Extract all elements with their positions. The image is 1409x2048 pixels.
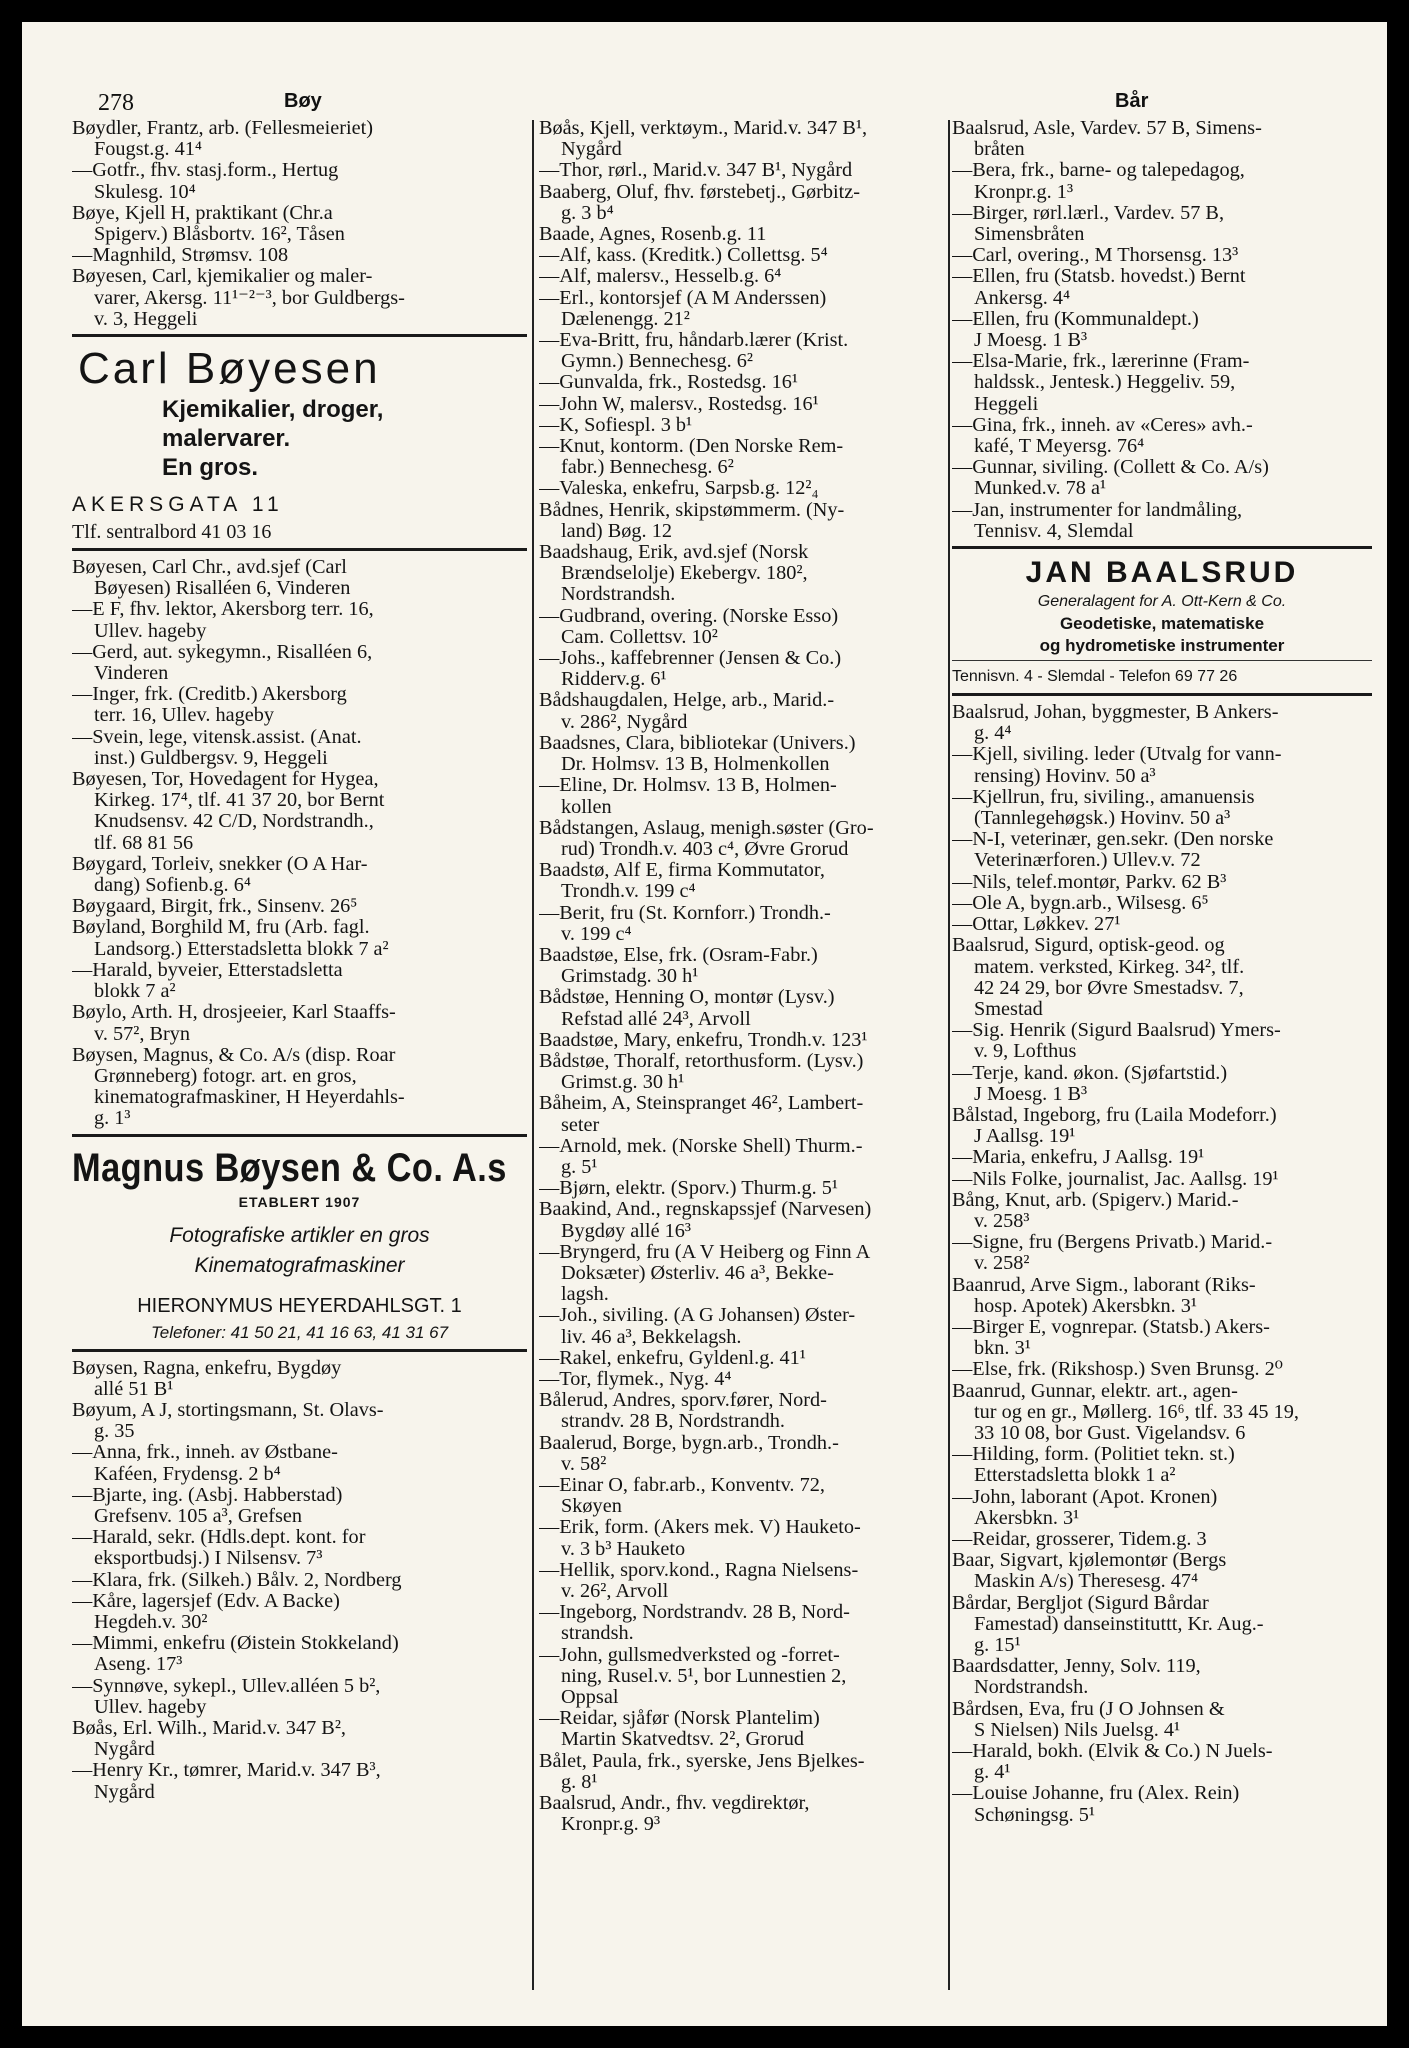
directory-entry-line: Maskin A/s) Theresesg. 47⁴ (974, 1571, 1199, 1593)
directory-entry-line: 33 10 08, bor Gust. Vigelandsv. 6 (974, 1422, 1246, 1444)
directory-entry-line: —Terje, kand. økon. (Sjøfartstid.) (952, 1062, 1228, 1084)
directory-entry-line: g. 8¹ (561, 1771, 598, 1793)
directory-entry-line: —Synnøve, sykepl., Ullev.alléen 5 b², (72, 1675, 381, 1697)
directory-entry-line: Etterstadsletta blokk 1 a² (974, 1465, 1176, 1487)
directory-entry-line: Bøås, Erl. Wilh., Marid.v. 347 B², (72, 1717, 346, 1739)
directory-entry-line: g. 15¹ (974, 1635, 1021, 1656)
directory-entry-line: 42 24 29, bor Øvre Smestadsv. 7, (974, 977, 1244, 999)
advert-line: Kjemikalier, droger, (162, 396, 384, 424)
advert-phone: Telefoner: 41 50 21, 41 16 63, 41 31 67 (150, 1322, 449, 1342)
entries-block-3b (952, 702, 1372, 1826)
directory-entry-line: —Ingeborg, Nordstrandv. 28 B, Nord- (539, 1602, 850, 1624)
directory-entry-line: —Reidar, sjåfør (Norsk Plantelim) (539, 1708, 820, 1730)
directory-entry-line: v. 3 b³ Hauketo (561, 1538, 686, 1560)
directory-entry-line: v. 258² (974, 1253, 1030, 1275)
directory-entry-line: v. 3, Heggeli (94, 308, 198, 330)
directory-entry-line: Knudsensv. 42 C/D, Nordstrandh., (94, 811, 374, 833)
directory-entry-line: eksportbudsj.) I Nilsensv. 7³ (94, 1548, 323, 1570)
directory-entry-line: —Gudbrand, overing. (Norske Esso) (539, 605, 839, 627)
directory-entry-line: Doksæter) Østerliv. 46 a³, Bekke- (561, 1262, 834, 1284)
directory-entry-line: —Klara, frk. (Silkeh.) Bålv. 2, Nordberg (72, 1569, 402, 1591)
directory-entry-line: dang) Sofienb.g. 6⁴ (94, 875, 251, 897)
directory-entry-line: J Aallsg. 19¹ (974, 1126, 1076, 1148)
directory-entry-line: Baaberg, Oluf, fhv. førstebetj., Gørbitz- (539, 181, 861, 203)
directory-entry-line: —Gotfr., fhv. stasj.form., Hertug (72, 160, 339, 182)
directory-entry-line: —Else, frk. (Rikshosp.) Sven Brunsg. 2⁰ (952, 1359, 1283, 1381)
directory-entry-line: —Rakel, enkefru, Gyldenl.g. 41¹ (539, 1347, 806, 1369)
directory-entry-line: J Moesg. 1 B³ (974, 1083, 1088, 1105)
page-number: 278 (98, 90, 134, 116)
directory-entry-line: —Carl, overing., M Thorsensg. 13³ (952, 245, 1239, 267)
directory-entry-line: Bådstøe, Thoralf, retorthusform. (Lysv.) (539, 1050, 864, 1072)
directory-entry-line: —Hilding, form. (Politiet tekn. st.) (952, 1444, 1235, 1466)
directory-entry-line: Spigerv.) Blåsbortv. 16², Tåsen (94, 224, 345, 246)
directory-entry-line: Baardsdatter, Jenny, Solv. 119, (952, 1656, 1201, 1678)
directory-entry-line: Tennisv. 4, Slemdal (974, 520, 1134, 542)
directory-entry-line: —Kåre, lagersjef (Edv. A Backe) (72, 1590, 340, 1612)
directory-entry-line: g. 4⁴ (974, 723, 1012, 745)
directory-entry-line: —Knut, kontorm. (Den Norske Rem- (539, 436, 844, 458)
advert-address: HIERONYMUS HEYERDAHLSGT. 1 (137, 1294, 462, 1317)
directory-entry-line: Grimstadg. 30 h¹ (561, 966, 699, 988)
directory-entry-line: g. 5¹ (561, 1156, 598, 1178)
directory-entry-line: g. 35 (94, 1421, 135, 1443)
directory-entry-line: v. 9, Lofthus (974, 1041, 1077, 1063)
directory-entry-line: —Hellik, sporv.kond., Ragna Nielsens- (539, 1559, 859, 1581)
directory-entry-line: Bålet, Paula, frk., syerske, Jens Bjelkes- (539, 1750, 865, 1772)
directory-entry-line: Akersbkn. 3¹ (974, 1507, 1080, 1529)
directory-entry-line: —Nils Folke, journalist, Jac. Aallsg. 19¹ (952, 1168, 1279, 1190)
directory-entry-line: —Valeska, enkefru, Sarpsb.g. 12²₄ (539, 478, 819, 500)
directory-entry-line: —John W, malersv., Rostedsg. 16¹ (539, 393, 819, 415)
directory-entry-line: Munked.v. 78 a¹ (974, 478, 1107, 500)
directory-entry-line: liv. 46 a³, Bekkelagsh. (561, 1326, 742, 1348)
directory-entry-line: —Johs., kaffebrenner (Jensen & Co.) (539, 648, 842, 670)
directory-entry-line: —Ellen, fru (Statsb. hovedst.) Bernt (952, 266, 1246, 288)
directory-entry-line: Bådstangen, Aslaug, menigh.søster (Gro- (539, 817, 874, 839)
directory-entry-line: Baalerud, Borge, bygn.arb., Trondh.- (539, 1432, 839, 1454)
directory-entry-line: —Sig. Henrik (Sigurd Baalsrud) Ymers- (952, 1020, 1281, 1042)
directory-entry-line: g. 4¹ (974, 1762, 1011, 1784)
directory-entry-line: —Gunnar, siviling. (Collett & Co. A/s) (952, 457, 1269, 479)
directory-entry-line: Bådshaugdalen, Helge, arb., Marid.- (539, 690, 835, 712)
directory-entry-line: Bøås, Kjell, verktøym., Marid.v. 347 B¹, (539, 118, 868, 139)
right-running-head: Bår (1115, 90, 1149, 112)
directory-entry-line: —Jan, instrumenter for landmåling, (952, 499, 1243, 521)
entries-block-1a (72, 118, 527, 330)
directory-entry-line: —Eline, Dr. Holmsv. 13 B, Holmen- (539, 775, 837, 797)
directory-entry-line: —Nils, telef.montør, Parkv. 62 B³ (952, 871, 1227, 893)
column-3 (952, 118, 1372, 1826)
directory-entry-line: Ridderv.g. 6¹ (561, 669, 667, 691)
directory-entry-line: —Gunvalda, frk., Rostedsg. 16¹ (539, 372, 799, 394)
directory-entry-line: Baadstøe, Else, frk. (Osram-Fabr.) (539, 944, 818, 966)
directory-entry-line: Grønneberg) fotogr. art. en gros, (94, 1065, 357, 1087)
directory-entry-line: Bång, Knut, arb. (Spigerv.) Marid.- (952, 1189, 1239, 1211)
jan-baalsrud-advert (952, 555, 1372, 689)
directory-entry-line: —Thor, rørl., Marid.v. 347 B¹, Nygård (539, 160, 853, 182)
directory-entry-line: Landsorg.) Etterstadsletta blokk 7 a² (94, 938, 389, 960)
directory-entry-line: Vinderen (94, 663, 169, 685)
directory-entry-line: Schøningsg. 5¹ (974, 1804, 1096, 1826)
directory-entry-line: Grefsenv. 105 a³, Grefsen (94, 1505, 303, 1527)
directory-entry-line: —Elsa-Marie, frk., lærerinne (Fram- (952, 351, 1250, 373)
directory-entry-line: Baakind, And., regnskapssjef (Narvesen) (539, 1199, 872, 1221)
advert-line: Fotografiske artikler en gros (169, 1223, 430, 1247)
directory-entry-line: tur og en gr., Møllerg. 16⁶, tlf. 33 45 19, (974, 1401, 1299, 1423)
entries-block-2 (539, 118, 952, 1835)
directory-entry-line: strandv. 28 B, Nordstrandh. (561, 1411, 786, 1433)
directory-entry-line: ning, Rusel.v. 5¹, bor Lunnestien 2, (561, 1665, 847, 1687)
directory-entry-line: kollen (561, 796, 612, 818)
directory-entry-line: Simensbråten (974, 224, 1085, 246)
directory-entry-line: Kirkeg. 17⁴, tlf. 41 37 20, bor Bernt (94, 790, 385, 812)
directory-entry-line: hosp. Apotek) Akersbkn. 3¹ (974, 1295, 1197, 1317)
directory-entry-line: —Inger, frk. (Creditb.) Akersborg (72, 684, 347, 706)
directory-entry-line: —Louise Johanne, fru (Alex. Rein) (952, 1783, 1240, 1805)
column-1 (72, 118, 527, 1803)
directory-entry-line: Kronpr.g. 9³ (561, 1814, 661, 1836)
left-running-head: Bøy (284, 90, 322, 112)
directory-entry-line: Aseng. 17³ (94, 1654, 183, 1676)
directory-entry-line: Nordstrandsh. (561, 584, 676, 606)
directory-entry-line: Bøysen, Ragna, enkefru, Bygdøy (72, 1357, 342, 1379)
directory-entry-line: Ullev. hageby (94, 620, 207, 642)
directory-entry-line: blokk 7 a² (94, 981, 176, 1003)
directory-entry-line: Bårdar, Bergljot (Sigurd Bårdar (952, 1592, 1209, 1614)
directory-entry-line: Bøygard, Torleiv, snekker (O A Har- (72, 853, 368, 875)
directory-entry-line: —Ole A, bygn.arb., Wilsesg. 6⁵ (952, 892, 1209, 914)
advert-line: og hydrometiske instrumenter (1039, 636, 1285, 656)
directory-entry-line: rud) Trondh.v. 403 c⁴, Øvre Grorud (561, 838, 849, 860)
directory-entry-line: Bårdsen, Eva, fru (J O Johnsen & (952, 1698, 1225, 1720)
directory-entry-line: —Svein, lege, vitensk.assist. (Anat. (72, 726, 362, 748)
ad-rule (72, 1134, 527, 1137)
directory-entry-line: J Moesg. 1 B³ (974, 330, 1088, 352)
directory-entry-line: Baalsrud, Asle, Vardev. 57 B, Simens- (952, 118, 1262, 139)
directory-entry-line: —Kjell, siviling. leder (Utvalg for vann- (952, 744, 1282, 766)
advert-title: Magnus Bøysen & Co. A.s (72, 1145, 507, 1190)
ad-rule (952, 693, 1372, 696)
directory-entry-line: Bøydler, Frantz, arb. (Fellesmeieriet) (72, 118, 374, 139)
advert-divider (952, 660, 1372, 661)
directory-entry-line: —N-I, veterinær, gen.sekr. (Den norske (952, 829, 1274, 851)
directory-entry-line: land) Bøg. 12 (561, 520, 672, 542)
directory-entry-line: Kaféen, Frydensg. 2 b⁴ (94, 1463, 281, 1485)
directory-entry-line: —Tor, flymek., Nyg. 4⁴ (539, 1368, 732, 1390)
directory-entry-line: —Gina, frk., inneh. av «Ceres» avh.- (952, 414, 1253, 436)
directory-entry-line: Baar, Sigvart, kjølemontør (Bergs (952, 1550, 1227, 1572)
directory-entry-line: Dælenengg. 21² (561, 308, 690, 330)
directory-entry-line: Baadshaug, Erik, avd.sjef (Norsk (539, 542, 809, 564)
directory-entry-line: kafé, T Meyersg. 76⁴ (974, 436, 1145, 458)
directory-entry-line: Baadsnes, Clara, bibliotekar (Univers.) (539, 732, 856, 754)
directory-entry-line: —Harald, sekr. (Hdls.dept. kont. for (72, 1527, 366, 1549)
directory-entry-line: Bøyland, Borghild M, fru (Arb. fagl. (72, 917, 370, 939)
directory-entry-line: Bøyesen, Carl, kjemikalier og maler- (72, 266, 373, 288)
directory-entry-line: Bådstøe, Henning O, montør (Lysv.) (539, 987, 835, 1009)
directory-entry-line: lagsh. (561, 1284, 609, 1306)
directory-entry-line: —K, Sofiespl. 3 b¹ (539, 414, 693, 436)
directory-entry-line: Martin Skatvedtsv. 2², Grorud (561, 1729, 805, 1751)
directory-entry-line: Bøye, Kjell H, praktikant (Chr.a (72, 202, 333, 224)
advert-title: Carl Bøyesen (78, 344, 381, 394)
entries-block-1b (72, 557, 527, 1129)
directory-entry-line: haldssk., Jentesk.) Heggeliv. 59, (974, 372, 1236, 394)
entries-block-1c (72, 1358, 527, 1803)
directory-entry-line: Nygård (94, 1781, 155, 1803)
directory-entry-line: —Gerd, aut. sykegymn., Risalléen 6, (72, 641, 373, 663)
directory-entry-line: —Harald, byveier, Etterstadsletta (72, 959, 343, 981)
directory-entry-line: varer, Akersg. 11¹⁻²⁻³, bor Guldbergs- (94, 287, 405, 309)
directory-entry-line: —Anna, frk., inneh. av Østbane- (72, 1442, 338, 1464)
directory-entry-line: —Kjellrun, fru, siviling., amanuensis (952, 786, 1255, 808)
advert-line: Kinematografmaskiner (194, 1253, 405, 1277)
directory-entry-line: —Alf, kass. (Kreditk.) Collettsg. 5⁴ (539, 245, 828, 267)
directory-entry-line: —Bryngerd, fru (A V Heiberg og Finn A (539, 1241, 871, 1263)
directory-entry-line: —Berit, fru (St. Kornforr.) Trondh.- (539, 902, 831, 924)
directory-entry-line: Skøyen (561, 1496, 622, 1518)
directory-entry-line: —Henry Kr., tømrer, Marid.v. 347 B³, (72, 1760, 381, 1782)
column-2 (539, 118, 952, 1835)
directory-entry-line: tlf. 68 81 56 (94, 832, 194, 854)
directory-entry-line: Bøyesen, Carl Chr., avd.sjef (Carl (72, 557, 347, 579)
directory-entry-line: —Ottar, Løkkev. 27¹ (952, 914, 1121, 936)
directory-entry-line: —Birger E, vognrepar. (Statsb.) Akers- (952, 1316, 1270, 1338)
advert-line: En gros. (162, 454, 259, 482)
directory-entry-line: —E F, fhv. lektor, Akersborg terr. 16, (72, 599, 374, 621)
directory-entry-line: g. 3 b⁴ (561, 202, 614, 224)
directory-entry-line: —Ellen, fru (Kommunaldept.) (952, 308, 1199, 330)
directory-entry-line: v. 258³ (974, 1210, 1030, 1232)
directory-entry-line: bråten (974, 139, 1025, 161)
carl-boyesen-advert (72, 343, 527, 544)
directory-entry-line: Baalsrud, Johan, byggmester, B Ankers- (952, 702, 1279, 724)
directory-entry-line: Ullev. hageby (94, 1696, 207, 1718)
directory-entry-line: —Eva-Britt, fru, håndarb.lærer (Krist. (539, 330, 849, 352)
directory-entry-line: Baadstø, Alf E, firma Kommutator, (539, 860, 825, 882)
ad-rule (72, 334, 527, 337)
directory-entry-line: Smestad (974, 998, 1043, 1020)
directory-entry-line: Bøysen, Magnus, & Co. A/s (disp. Roar (72, 1044, 396, 1066)
directory-entry-line: Baalsrud, Sigurd, optisk-geod. og (952, 935, 1225, 957)
magnus-boysen-advert (72, 1143, 527, 1345)
directory-entry-line: —Birger, rørl.lærl., Vardev. 57 B, (952, 202, 1225, 224)
directory-entry-line: Bøyum, A J, stortingsmann, St. Olavs- (72, 1399, 384, 1421)
directory-entry-line: Baanrud, Arve Sigm., laborant (Riks- (952, 1274, 1256, 1296)
directory-entry-line: Fougst.g. 41⁴ (94, 139, 202, 161)
directory-entry-line: allé 51 B¹ (94, 1378, 174, 1400)
directory-entry-line: —Maria, enkefru, J Aallsg. 19¹ (952, 1147, 1205, 1169)
directory-entry-line: Bådnes, Henrik, skipstømmerm. (Ny- (539, 499, 845, 521)
directory-entry-line: —Einar O, fabr.arb., Konventv. 72, (539, 1475, 825, 1496)
directory-entry-line: Bålstad, Ingeborg, fru (Laila Modeforr.) (952, 1104, 1277, 1126)
directory-entry-line: —Alf, malersv., Hesselb.g. 6⁴ (539, 266, 782, 288)
advert-subtitle: Generalagent for A. Ott-Kern & Co. (1037, 593, 1287, 611)
advert-line: malervarer. (162, 425, 291, 453)
directory-entry-line: Baalsrud, Andr., fhv. vegdirektør, (539, 1793, 810, 1815)
directory-entry-line: —Arnold, mek. (Norske Shell) Thurm.- (539, 1135, 863, 1157)
entries-block-3a (952, 118, 1372, 542)
directory-entry-line: Bøyesen) Risalléen 6, Vinderen (94, 578, 351, 600)
directory-entry-line: Ankersg. 4⁴ (974, 287, 1071, 309)
directory-entry-line: Baadstøe, Mary, enkefru, Trondh.v. 123¹ (539, 1029, 868, 1051)
directory-entry-line: Oppsal (561, 1687, 619, 1709)
directory-entry-line: fabr.) Bennechesg. 6² (561, 457, 734, 479)
advert-title: JAN BAALSRUD (1025, 556, 1299, 590)
directory-entry-line: v. 26², Arvoll (561, 1581, 669, 1603)
directory-entry-line: Bøyesen, Tor, Hovedagent for Hygea, (72, 769, 379, 791)
directory-entry-line: —Signe, fru (Bergens Privatb.) Marid.- (952, 1232, 1273, 1254)
directory-entry-line: Bøylo, Arth. H, drosjeeier, Karl Staaffs- (72, 1002, 396, 1024)
directory-entry-line: —Bjarte, ing. (Asbj. Habberstad) (72, 1484, 343, 1506)
directory-entry-line: Baade, Agnes, Rosenb.g. 11 (539, 224, 767, 246)
directory-entry-line: —John, laborant (Apot. Kronen) (952, 1486, 1218, 1508)
directory-entry-line: Brændselolje) Ekebergv. 180², (561, 563, 808, 585)
directory-entry-line: —Magnhild, Strømsv. 108 (72, 245, 289, 267)
directory-entry-line: Heggeli (974, 393, 1039, 415)
directory-entry-line: rensing) Hovinv. 50 a³ (974, 765, 1156, 787)
directory-entry-line: Nygård (561, 139, 622, 161)
directory-entry-line: seter (561, 1114, 600, 1136)
directory-entry-line: Trondh.v. 199 c⁴ (561, 881, 696, 903)
directory-entry-line: —Reidar, grosserer, Tidem.g. 3 (952, 1528, 1207, 1550)
column-divider-1 (532, 120, 534, 1990)
directory-entry-line: Nordstrandsh. (974, 1677, 1089, 1699)
directory-entry-line: Gymn.) Bennechesg. 6² (561, 351, 753, 373)
directory-entry-line: v. 57², Bryn (94, 1023, 191, 1045)
advert-address: Tennisvn. 4 - Slemdal - Telefon 69 77 26 (952, 668, 1238, 686)
directory-entry-line: v. 58² (561, 1453, 607, 1475)
directory-entry-line: —Joh., siviling. (A G Johansen) Øster- (539, 1305, 856, 1327)
directory-entry-line: —Harald, bokh. (Elvik & Co.) N Juels- (952, 1741, 1273, 1763)
directory-entry-line: —John, gullsmedverksted og -forret- (539, 1644, 840, 1666)
directory-entry-line: Kronpr.g. 1³ (974, 181, 1074, 203)
directory-entry-line: Baanrud, Gunnar, elektr. art., agen- (952, 1380, 1238, 1402)
directory-entry-line: Skulesg. 10⁴ (94, 181, 196, 203)
directory-entry-line: g. 1³ (94, 1108, 131, 1130)
directory-entry-line: Bøygaard, Birgit, frk., Sinsenv. 26⁵ (72, 896, 358, 918)
directory-page (22, 22, 1387, 2026)
directory-entry-line: Båheim, A, Steinspranget 46², Lambert- (539, 1093, 864, 1115)
directory-entry-line: inst.) Guldbergsv. 9, Heggeli (94, 747, 328, 769)
advert-address: AKERSGATA 11 (72, 493, 284, 517)
directory-entry-line: Dr. Holmsv. 13 B, Holmenkollen (561, 754, 830, 776)
directory-entry-line: —Bera, frk., barne- og talepedagog, (952, 160, 1245, 182)
directory-entry-line: —Mimmi, enkefru (Øistein Stokkeland) (72, 1633, 399, 1655)
directory-entry-line: Hegdeh.v. 30² (94, 1611, 208, 1633)
ad-rule (72, 1349, 527, 1352)
directory-entry-line: matem. verksted, Kirkeg. 34², tlf. (974, 956, 1245, 978)
directory-entry-line: —Bjørn, elektr. (Sporv.) Thurm.g. 5¹ (539, 1178, 838, 1200)
advert-phone: Tlf. sentralbord 41 03 16 (72, 521, 272, 544)
directory-entry-line: Refstad allé 24³, Arvoll (561, 1008, 751, 1030)
directory-entry-line: Grimst.g. 30 h¹ (561, 1072, 685, 1094)
directory-entry-line: bkn. 3¹ (974, 1338, 1031, 1360)
ad-rule (952, 546, 1372, 549)
directory-entry-line: Bygdøy allé 16³ (561, 1220, 692, 1242)
directory-entry-line: —Erl., kontorsjef (A M Anderssen) (539, 287, 827, 309)
directory-entry-line: v. 199 c⁴ (561, 923, 632, 945)
advert-line: Geodetiske, matematiske (1059, 614, 1265, 634)
directory-entry-line: —Erik, form. (Akers mek. V) Hauketo- (539, 1517, 861, 1539)
advert-established: ETABLERT 1907 (238, 1193, 361, 1210)
ad-rule (72, 548, 527, 551)
directory-entry-line: Famestad) danseinstituttt, Kr. Aug.- (974, 1613, 1264, 1635)
directory-entry-line: Nygård (94, 1739, 155, 1761)
directory-entry-line: strandsh. (561, 1623, 634, 1645)
directory-entry-line: S Nielsen) Nils Juelsg. 4¹ (974, 1719, 1181, 1741)
directory-entry-line: Veterinærforen.) Ullev.v. 72 (974, 850, 1201, 872)
directory-entry-line: v. 286², Nygård (561, 711, 688, 733)
directory-entry-line: kinematografmaskiner, H Heyerdahls- (94, 1087, 405, 1109)
directory-entry-line: terr. 16, Ullev. hageby (94, 705, 275, 727)
directory-entry-line: Cam. Collettsv. 10² (561, 626, 718, 648)
directory-entry-line: (Tannlegehøgsk.) Hovinv. 50 a³ (974, 808, 1231, 830)
directory-entry-line: Bålerud, Andres, sporv.fører, Nord- (539, 1390, 827, 1412)
